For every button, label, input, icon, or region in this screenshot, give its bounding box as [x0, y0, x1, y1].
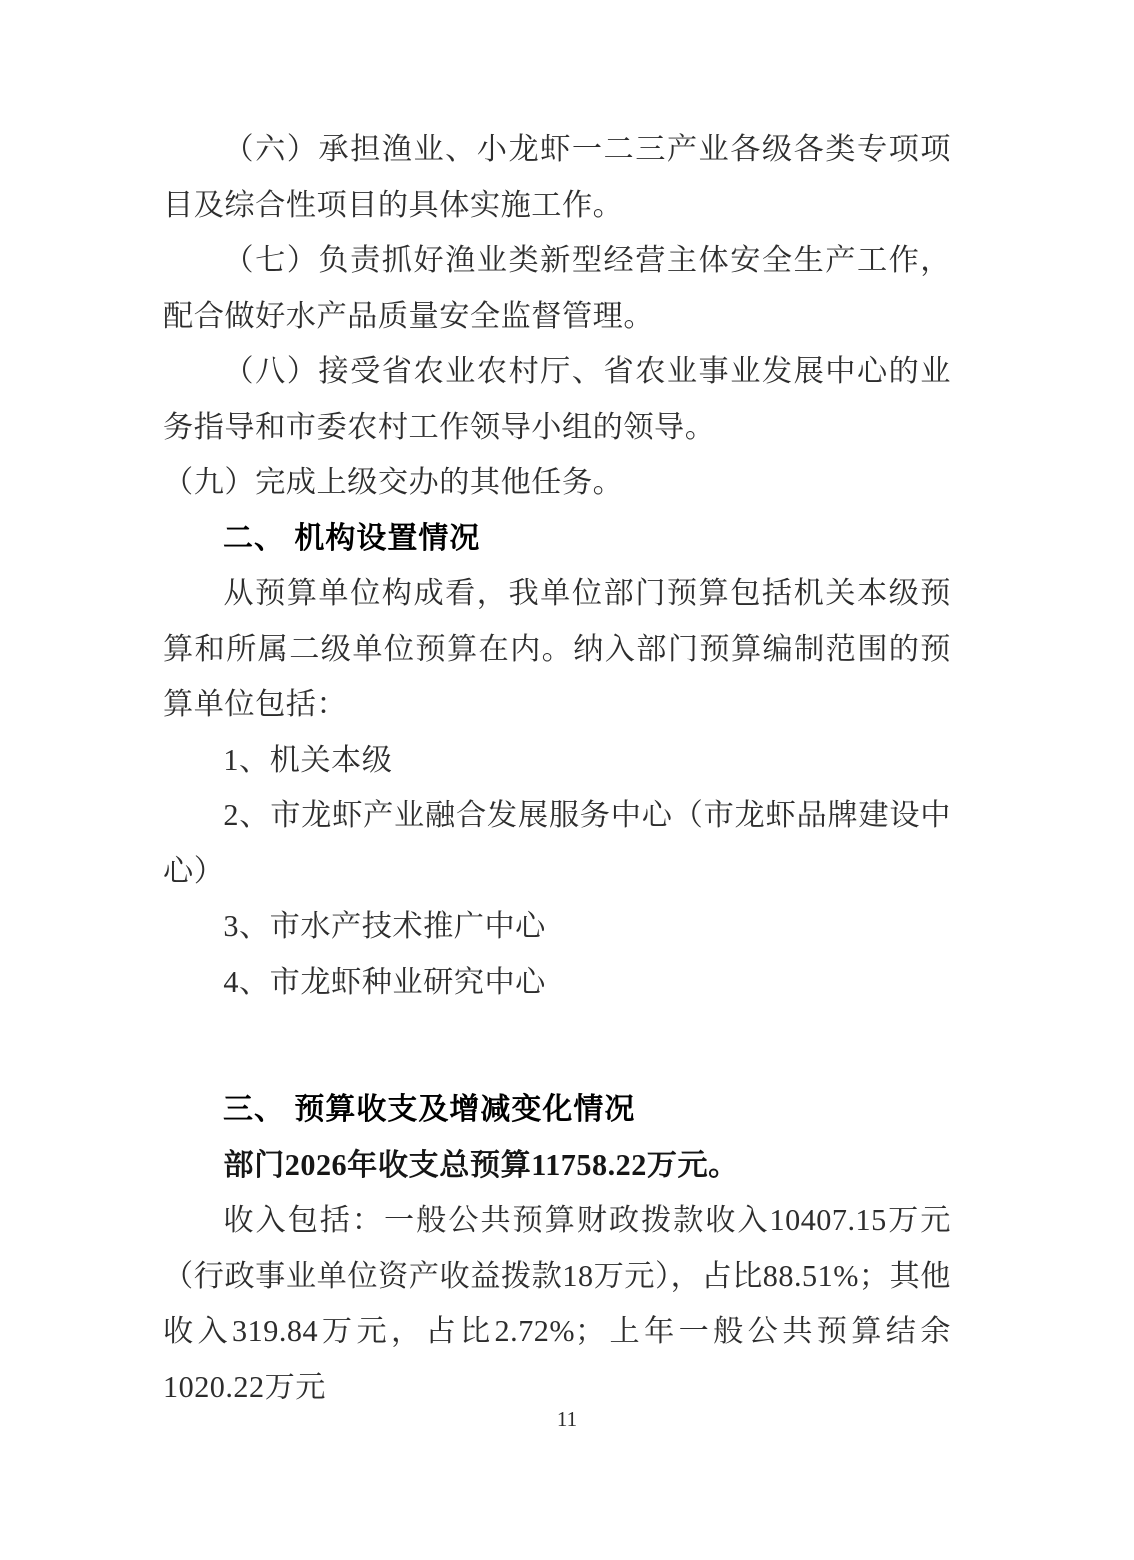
paragraph-budget-total: 部门2026年收支总预算11758.22万元。: [223, 1147, 739, 1182]
paragraph-duty-seven: （七）负责抓好渔业类新型经营主体安全生产工作，配合做好水产品质量安全监督管理。: [163, 243, 951, 333]
budget-unit-item: 4、市龙虾种业研究中心: [223, 964, 546, 999]
page-number: 11: [556, 1407, 578, 1431]
section-spacer: [163, 1010, 951, 1082]
paragraph-duty-eight: （八）接受省农业农村厅、省农业事业发展中心的业务指导和市委农村工作领导小组的领导。: [163, 354, 951, 444]
section-heading-budget: 三、 预算收支及增减变化情况: [223, 1093, 636, 1126]
budget-unit-item: 3、市水产技术推广中心: [223, 909, 546, 943]
paragraph-duty-six: （六）承担渔业、小龙虾一二三产业各级各类专项项目及综合性项目的具体实施工作。: [163, 132, 951, 222]
paragraph-income-detail: 收入包括：一般公共预算财政拨款收入10407.15万元（行政事业单位资产收益拨款18万元），占比88.51%；其他收入319.84万元，占比2.72%；上年一般公共预算结余1020.22万元: [163, 1203, 951, 1404]
budget-unit-item: 2、市龙虾产业融合发展服务中心（市龙虾品牌建设中心）: [163, 798, 951, 888]
paragraph-organization-intro: 从预算单位构成看，我单位部门预算包括机关本级预算和所属二级单位预算在内。纳入部门预算编制范围的预算单位包括：: [163, 576, 951, 721]
budget-unit-item: 1、机关本级: [223, 742, 393, 777]
section-heading-organization: 二、 机构设置情况: [223, 521, 481, 555]
paragraph-duty-nine: （九）完成上级交办的其他任务。: [163, 465, 624, 499]
document-body: [163, 122, 951, 1415]
